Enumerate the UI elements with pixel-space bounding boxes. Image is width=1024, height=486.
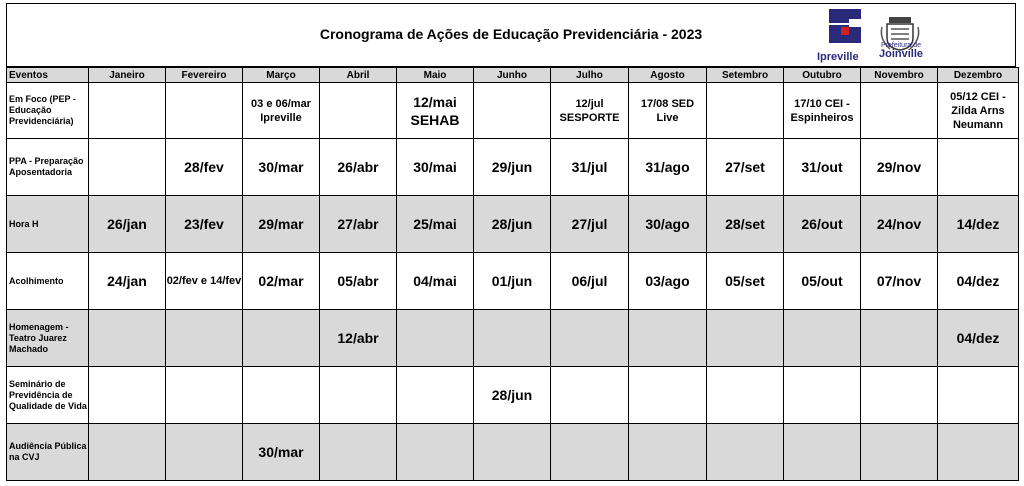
schedule-cell: 06/jul bbox=[551, 253, 629, 310]
schedule-cell: 02/fev e 14/fev bbox=[166, 253, 243, 310]
schedule-cell: 26/out bbox=[784, 196, 861, 253]
event-label: Homenagem - Teatro Juarez Machado bbox=[7, 310, 89, 367]
schedule-table bbox=[6, 67, 1019, 481]
schedule-cell bbox=[474, 310, 551, 367]
schedule-cell bbox=[166, 310, 243, 367]
page-title: Cronograma de Ações de Educação Previdenciária - 2023 bbox=[319, 26, 703, 42]
event-label: Acolhimento bbox=[7, 253, 89, 310]
column-header-month: Dezembro bbox=[938, 68, 1019, 83]
column-header-month: Outubro bbox=[784, 68, 861, 83]
table-body bbox=[7, 83, 1019, 481]
column-header-month: Junho bbox=[474, 68, 551, 83]
column-header-month: Setembro bbox=[707, 68, 784, 83]
schedule-cell bbox=[551, 367, 629, 424]
prefeitura-logo-text bbox=[879, 42, 923, 60]
schedule-cell bbox=[89, 424, 166, 481]
schedule-cell: 02/mar bbox=[243, 253, 320, 310]
event-label: PPA - Preparação Aposentadoria bbox=[7, 139, 89, 196]
schedule-cell: 03 e 06/mar Ipreville bbox=[243, 83, 320, 139]
schedule-cell: 04/mai bbox=[397, 253, 474, 310]
schedule-cell: 24/nov bbox=[861, 196, 938, 253]
schedule-cell: 17/10 CEI - Espinheiros bbox=[784, 83, 861, 139]
column-header-month: Abril bbox=[320, 68, 397, 83]
schedule-cell: 29/nov bbox=[861, 139, 938, 196]
schedule-cell: 04/dez bbox=[938, 310, 1019, 367]
schedule-cell: 14/dez bbox=[938, 196, 1019, 253]
schedule-cell: 12/jul SESPORTE bbox=[551, 83, 629, 139]
schedule-cell bbox=[629, 310, 707, 367]
schedule-cell bbox=[89, 83, 166, 139]
header-row bbox=[7, 68, 1019, 83]
schedule-cell bbox=[397, 367, 474, 424]
ipreville-logo-text: Ipreville bbox=[817, 51, 859, 63]
table-row bbox=[7, 424, 1019, 481]
schedule-cell bbox=[320, 367, 397, 424]
schedule-cell bbox=[938, 367, 1019, 424]
table-row bbox=[7, 310, 1019, 367]
schedule-cell: 30/mar bbox=[243, 424, 320, 481]
schedule-cell: 29/mar bbox=[243, 196, 320, 253]
schedule-cell bbox=[474, 83, 551, 139]
schedule-cell: 30/mar bbox=[243, 139, 320, 196]
schedule-cell: 27/set bbox=[707, 139, 784, 196]
schedule-cell: 28/jun bbox=[474, 196, 551, 253]
schedule-cell bbox=[474, 424, 551, 481]
schedule-cell bbox=[243, 310, 320, 367]
column-header-month: Fevereiro bbox=[166, 68, 243, 83]
column-header-month: Maio bbox=[397, 68, 474, 83]
prefeitura-line2: Joinville bbox=[879, 48, 924, 60]
schedule-cell bbox=[861, 83, 938, 139]
schedule-cell bbox=[166, 367, 243, 424]
schedule-cell: 04/dez bbox=[938, 253, 1019, 310]
schedule-cell: 26/jan bbox=[89, 196, 166, 253]
schedule-cell bbox=[320, 424, 397, 481]
schedule-cell bbox=[320, 83, 397, 139]
column-header-month: Janeiro bbox=[89, 68, 166, 83]
schedule-cell: 05/out bbox=[784, 253, 861, 310]
schedule-cell bbox=[551, 424, 629, 481]
schedule-cell bbox=[89, 310, 166, 367]
schedule-cell bbox=[89, 139, 166, 196]
schedule-cell bbox=[861, 424, 938, 481]
schedule-cell bbox=[784, 310, 861, 367]
schedule-cell: 05/set bbox=[707, 253, 784, 310]
table-row bbox=[7, 139, 1019, 196]
schedule-cell: 05/abr bbox=[320, 253, 397, 310]
schedule-cell: 12/abr bbox=[320, 310, 397, 367]
column-header-month: Julho bbox=[551, 68, 629, 83]
schedule-cell bbox=[551, 310, 629, 367]
table-row bbox=[7, 367, 1019, 424]
schedule-cell: 30/mai bbox=[397, 139, 474, 196]
schedule-cell bbox=[166, 83, 243, 139]
schedule-cell bbox=[938, 424, 1019, 481]
schedule-cell bbox=[707, 83, 784, 139]
schedule-cell bbox=[243, 367, 320, 424]
schedule-cell: 03/ago bbox=[629, 253, 707, 310]
schedule-cell: 31/jul bbox=[551, 139, 629, 196]
event-label: Hora H bbox=[7, 196, 89, 253]
schedule-cell: 31/out bbox=[784, 139, 861, 196]
schedule-cell: 27/jul bbox=[551, 196, 629, 253]
event-label: Em Foco (PEP - Educação Previdenciária) bbox=[7, 83, 89, 139]
schedule-cell: 31/ago bbox=[629, 139, 707, 196]
schedule-cell: 27/abr bbox=[320, 196, 397, 253]
schedule-cell: 24/jan bbox=[89, 253, 166, 310]
schedule-cell: 26/abr bbox=[320, 139, 397, 196]
schedule-cell: 28/fev bbox=[166, 139, 243, 196]
schedule-cell: 07/nov bbox=[861, 253, 938, 310]
column-header-eventos: Eventos bbox=[7, 68, 89, 83]
table-row bbox=[7, 253, 1019, 310]
schedule-cell: 25/mai bbox=[397, 196, 474, 253]
event-label: Seminário de Previdência de Qualidade de Vida bbox=[7, 367, 89, 424]
schedule-cell bbox=[861, 367, 938, 424]
schedule-cell: 28/jun bbox=[474, 367, 551, 424]
table-row bbox=[7, 196, 1019, 253]
schedule-cell bbox=[89, 367, 166, 424]
schedule-cell: 17/08 SED Live bbox=[629, 83, 707, 139]
schedule-cell bbox=[707, 367, 784, 424]
schedule-cell: 28/set bbox=[707, 196, 784, 253]
column-header-month: Novembro bbox=[861, 68, 938, 83]
schedule-cell: 01/jun bbox=[474, 253, 551, 310]
schedule-cell: 30/ago bbox=[629, 196, 707, 253]
schedule-cell bbox=[861, 310, 938, 367]
column-header-month: Agosto bbox=[629, 68, 707, 83]
schedule-cell bbox=[707, 310, 784, 367]
schedule-cell bbox=[629, 424, 707, 481]
table-row bbox=[7, 83, 1019, 139]
schedule-cell: 12/mai SEHAB bbox=[397, 83, 474, 139]
schedule-cell bbox=[397, 424, 474, 481]
event-label: Audiência Pública na CVJ bbox=[7, 424, 89, 481]
schedule-cell bbox=[784, 424, 861, 481]
column-header-month: Março bbox=[243, 68, 320, 83]
schedule-cell bbox=[707, 424, 784, 481]
schedule-cell bbox=[938, 139, 1019, 196]
schedule-cell bbox=[397, 310, 474, 367]
schedule-cell bbox=[784, 367, 861, 424]
schedule-cell: 05/12 CEI - Zilda Arns Neumann bbox=[938, 83, 1019, 139]
schedule-sheet bbox=[6, 3, 1018, 483]
schedule-cell: 29/jun bbox=[474, 139, 551, 196]
title-box bbox=[6, 3, 1016, 67]
schedule-cell bbox=[629, 367, 707, 424]
prefeitura-line1: Prefeitura de bbox=[880, 42, 922, 49]
schedule-cell: 23/fev bbox=[166, 196, 243, 253]
schedule-cell bbox=[166, 424, 243, 481]
